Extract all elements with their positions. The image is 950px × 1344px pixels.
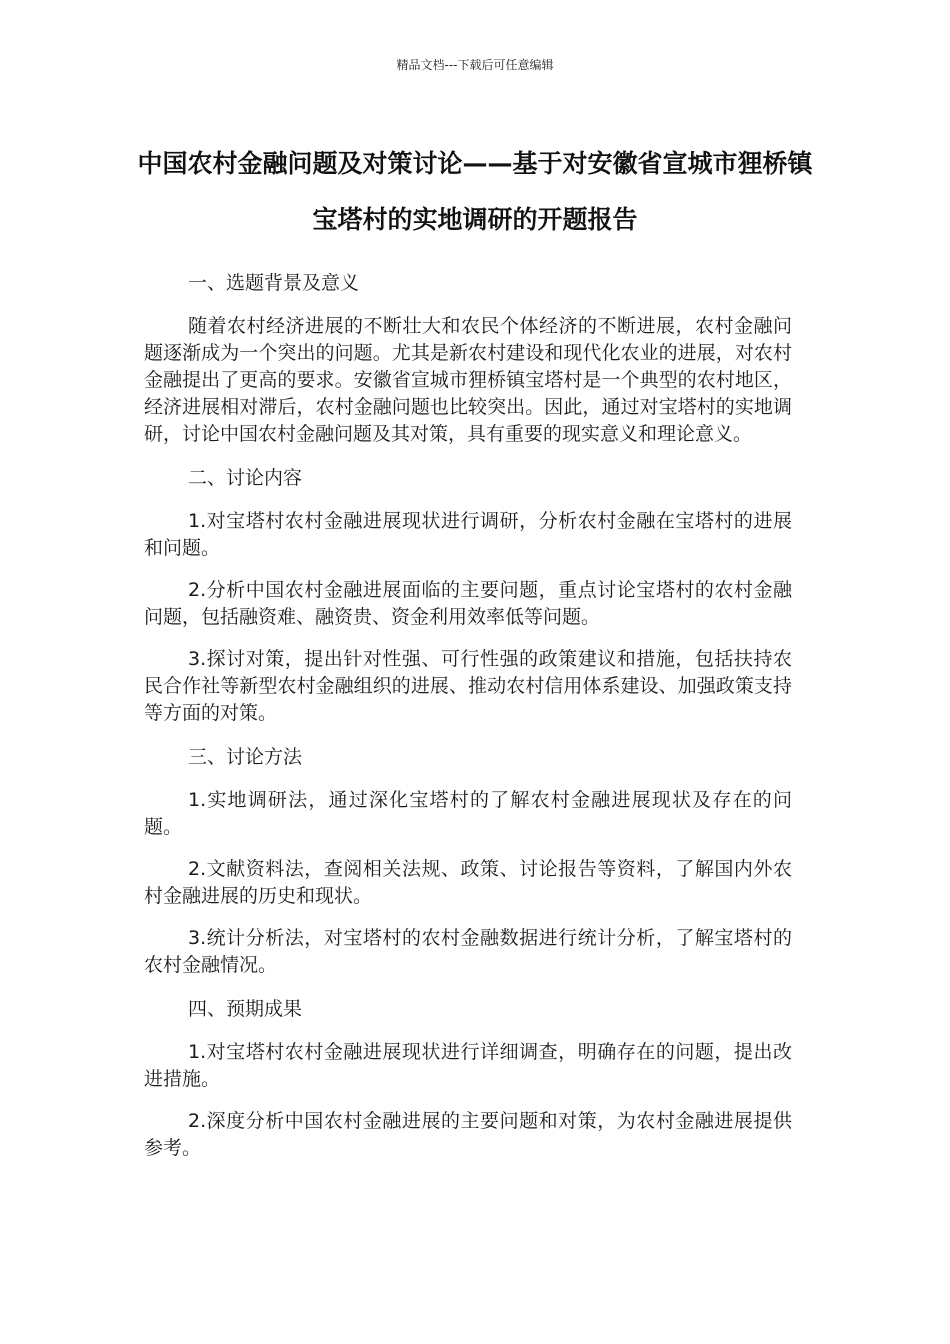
paragraph-content-1: 1.对宝塔村农村金融进展现状进行调研，分析农村金融在宝塔村的进展和问题。 bbox=[144, 510, 792, 559]
paragraph-methods-1: 1.实地调研法，通过深化宝塔村的了解农村金融进展现状及存在的问题。 bbox=[144, 789, 792, 838]
paragraph-background: 随着农村经济进展的不断壮大和农民个体经济的不断进展，农村金融问题逐渐成为一个突出的问题。尤其是新农村建设和现代化农业的进展，对农村金融提出了更高的要求。安徽省宣城市狸桥镇宝塔村是一个典型的农村地区，经济进展相对滞后，农村金融问题也比较突出。因此，通过对宝塔村的实地调研，讨论中国农村金融问题及其对策，具有重要的现实意义和理论意义。 bbox=[144, 315, 792, 445]
section-heading-background: 一、选题背景及意义 bbox=[188, 272, 360, 294]
paragraph-methods-2: 2.文献资料法，查阅相关法规、政策、讨论报告等资料，了解国内外农村金融进展的历史和现状。 bbox=[144, 858, 792, 907]
header-note: 精品文档---下载后可任意编辑 bbox=[396, 58, 554, 72]
section-heading-content: 二、讨论内容 bbox=[188, 467, 303, 489]
paragraph-methods-3: 3.统计分析法，对宝塔村的农村金融数据进行统计分析，了解宝塔村的农村金融情况。 bbox=[144, 927, 792, 976]
section-heading-outcomes: 四、预期成果 bbox=[188, 998, 303, 1020]
paragraph-outcomes-2: 2.深度分析中国农村金融进展的主要问题和对策，为农村金融进展提供参考。 bbox=[144, 1110, 792, 1159]
document-title: 中国农村金融问题及对策讨论——基于对安徽省宣城市狸桥镇宝塔村的实地调研的开题报告 bbox=[137, 149, 813, 234]
paragraph-outcomes-1: 1.对宝塔村农村金融进展现状进行详细调查，明确存在的问题，提出改进措施。 bbox=[144, 1041, 792, 1090]
paragraph-content-2: 2.分析中国农村金融进展面临的主要问题，重点讨论宝塔村的农村金融问题，包括融资难、融资贵、资金利用效率低等问题。 bbox=[144, 579, 792, 628]
section-heading-methods: 三、讨论方法 bbox=[188, 746, 303, 768]
paragraph-content-3: 3.探讨对策，提出针对性强、可行性强的政策建议和措施，包括扶持农民合作社等新型农村金融组织的进展、推动农村信用体系建设、加强政策支持等方面的对策。 bbox=[144, 648, 792, 724]
document-body bbox=[144, 268, 792, 1177]
